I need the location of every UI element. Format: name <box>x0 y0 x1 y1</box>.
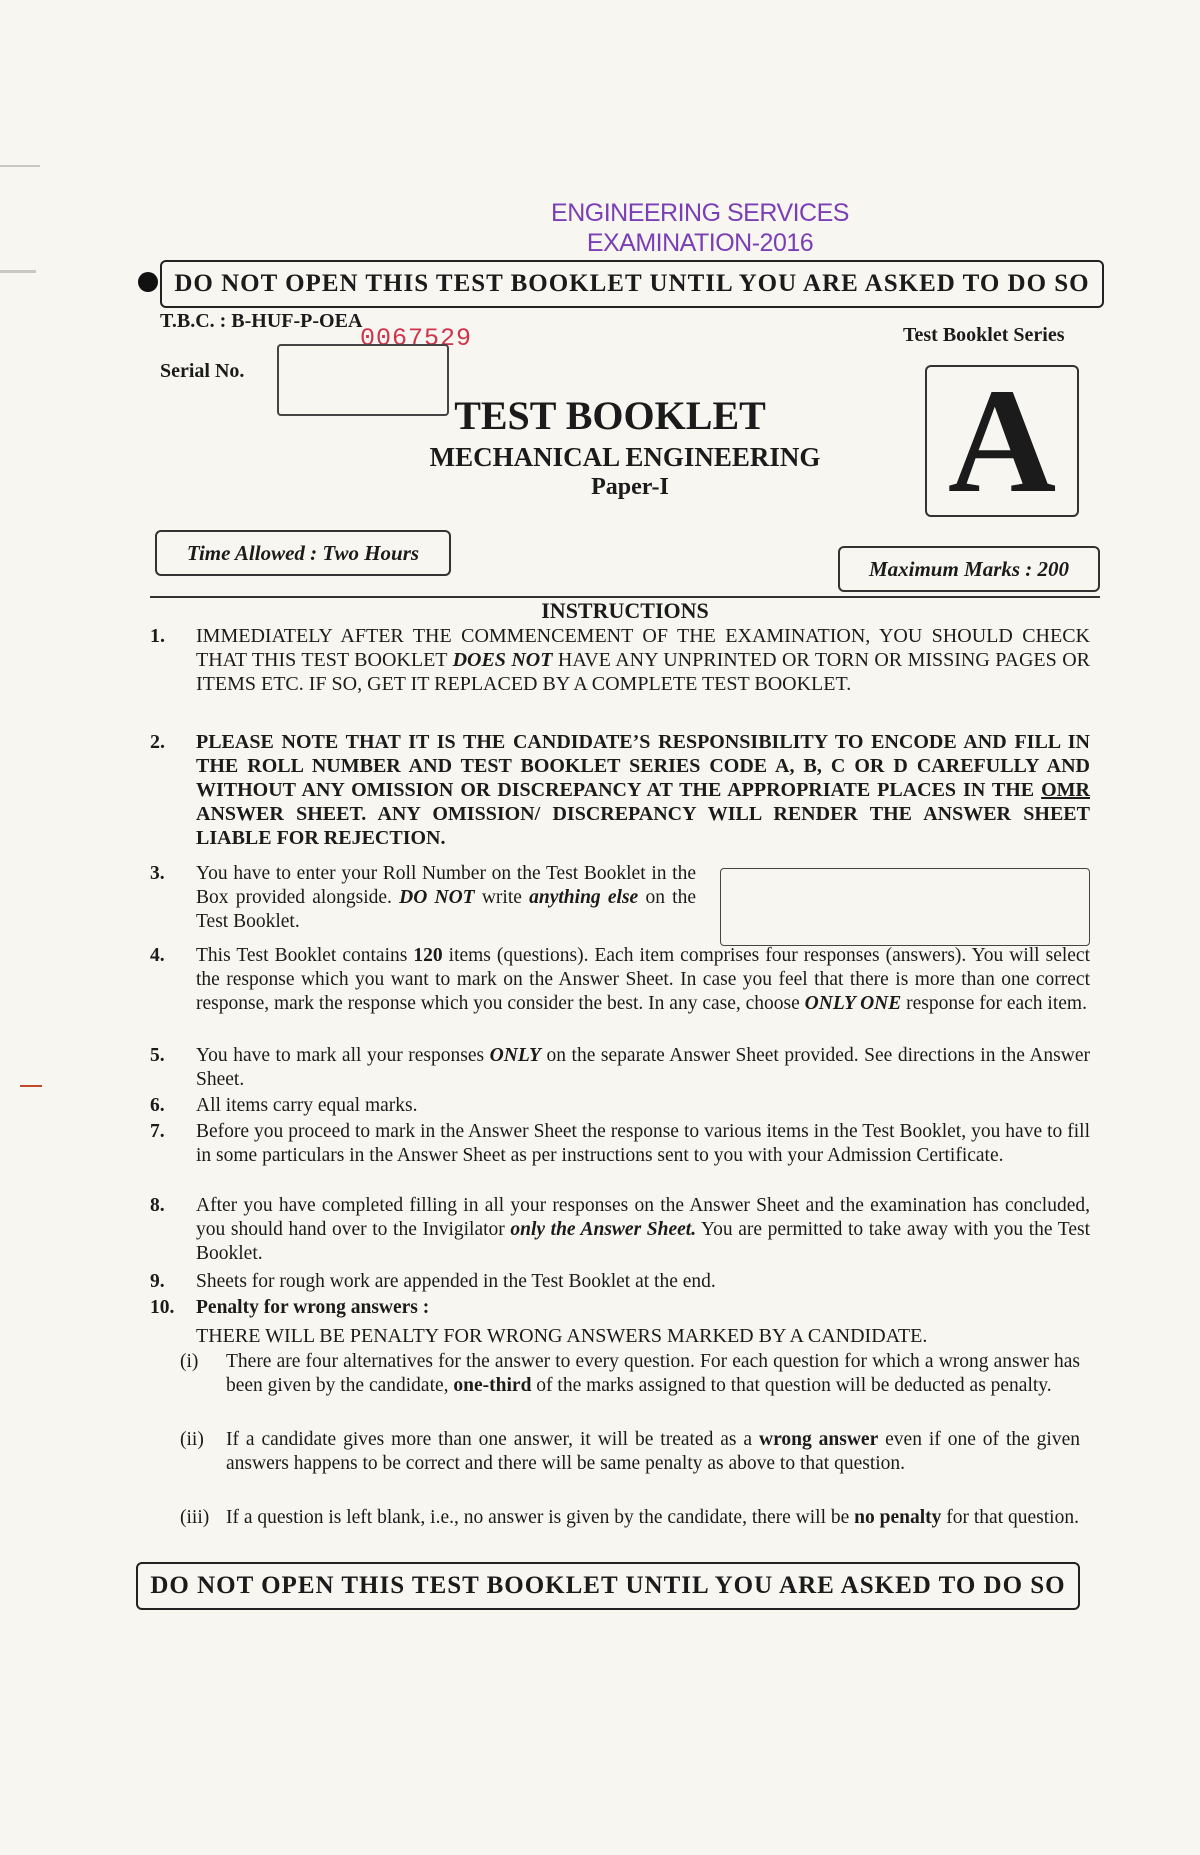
item-text: This Test Booklet contains <box>196 945 414 966</box>
scan-edge-mark <box>20 1085 42 1087</box>
penalty-statement: THERE WILL BE PENALTY FOR WRONG ANSWERS MARKED BY A CANDIDATE. <box>196 1325 928 1347</box>
instruction-item-2 <box>150 730 1090 850</box>
item-number: 3. <box>150 863 165 884</box>
sub-item-label: (iii) <box>180 1507 210 1528</box>
item-text: on the separate Answer Sheet provided. See directions in the Answer Sheet. <box>196 1045 1090 1090</box>
instruction-item-10 <box>150 1296 1090 1348</box>
tbc-code: T.B.C. : B-HUF-P-OEA <box>160 310 363 332</box>
item-text: response for each item. <box>901 993 1087 1014</box>
item-number: 1. <box>150 625 165 647</box>
instruction-item-8 <box>150 1194 1090 1266</box>
instruction-item-5 <box>150 1044 1090 1092</box>
instruction-item-6 <box>150 1094 1090 1118</box>
item-emphasis: 120 <box>413 945 443 966</box>
penalty-rule-1 <box>180 1350 1080 1398</box>
bullet-icon <box>138 272 158 292</box>
item-text: After you have completed filling in all your responses on the Answer Sheet and the examination has concluded, you should hand over to the Invigilator <box>196 1195 1090 1240</box>
item-text: PLEASE NOTE THAT IT IS THE CANDIDATE’S RESPONSIBILITY TO ENCODE AND FILL IN THE ROLL NUMBER AND TEST BOOKLET SERIES CODE A, B, C OR D CAREFULLY AND WITHOUT ANY OMISSION OR DISCREPANCY AT THE APPROPRIATE PLACES IN THE <box>196 731 1090 801</box>
serial-number-box <box>277 344 449 416</box>
penalty-rule-2 <box>180 1428 1080 1476</box>
roll-number-box <box>720 868 1090 946</box>
item-text: You are permitted to take away with you the Test Booklet. <box>196 1219 1090 1264</box>
serial-label: Serial No. <box>160 360 245 382</box>
scan-edge-mark <box>0 165 40 167</box>
item-emphasis: wrong answer <box>759 1429 879 1450</box>
instruction-item-1 <box>150 624 1090 696</box>
item-number: 5. <box>150 1045 165 1066</box>
item-number: 6. <box>150 1095 165 1116</box>
maximum-marks: Maximum Marks : 200 <box>838 546 1100 592</box>
item-text: HAVE ANY UNPRINTED OR TORN OR MISSING PAGES OR ITEMS ETC. IF SO, GET IT REPLACED BY A COMPLETE TEST BOOKLET. <box>196 649 1090 695</box>
item-text: items (questions). Each item comprises four responses (answers). You will select the response which you want to mark on the Answer Sheet. In case you feel that there is more than one correct response, mark the response which you consider the best. In any case, choose <box>196 945 1090 1014</box>
item-emphasis: DO NOT <box>399 887 475 908</box>
item-text: There are four alternatives for the answer to every question. For each question for which a wrong answer has been given by the candidate, <box>226 1351 1080 1396</box>
item-text: Before you proceed to mark in the Answer Sheet the response to various items in the Test Booklet, you have to fill in some particulars in the Answer Sheet as per instructions sent to you with your Admission Certificate. <box>196 1121 1090 1166</box>
top-warning-banner: DO NOT OPEN THIS TEST BOOKLET UNTIL YOU ARE ASKED TO DO SO <box>160 260 1104 308</box>
exam-stamp-line2: EXAMINATION-2016 <box>586 229 814 257</box>
item-text: If a question is left blank, i.e., no answer is given by the candidate, there will be <box>226 1507 855 1528</box>
scan-edge-mark <box>0 270 36 273</box>
item-text: IMMEDIATELY AFTER THE COMMENCEMENT OF THE EXAMINATION, YOU SHOULD CHECK THAT THIS TEST BOOKLET <box>196 625 1090 671</box>
instruction-item-4 <box>150 944 1090 1016</box>
series-label: Test Booklet Series <box>903 324 1065 346</box>
item-number: 7. <box>150 1121 165 1142</box>
item-emphasis: no penalty <box>854 1507 942 1528</box>
item-text: even if one of the given answers happens to be correct and there will be same penalty as above to that question. <box>226 1429 1081 1474</box>
instruction-item-9 <box>150 1270 1090 1294</box>
sub-item-label: (i) <box>180 1351 199 1372</box>
item-text: You have to mark all your responses <box>196 1045 490 1066</box>
booklet-title: TEST BOOKLET <box>454 393 766 438</box>
item-emphasis: ONLY <box>489 1045 541 1066</box>
item-number: 8. <box>150 1195 165 1216</box>
item-emphasis: OMR <box>1041 779 1090 801</box>
item-number: 9. <box>150 1271 165 1292</box>
exam-stamp-line1: ENGINEERING SERVICES <box>551 199 849 227</box>
item-text: write <box>474 887 530 908</box>
item-emphasis: one-third <box>453 1375 532 1396</box>
item-text: All items carry equal marks. <box>196 1095 418 1116</box>
item-emphasis: only the Answer Sheet. <box>510 1219 697 1240</box>
item-text: for that question. <box>941 1507 1079 1528</box>
item-text: ANSWER SHEET. ANY OMISSION/ DISCREPANCY WILL RENDER THE ANSWER SHEET LIABLE FOR REJECTION. <box>196 803 1090 849</box>
item-text: on the Test Booklet. <box>196 887 696 932</box>
instruction-item-7 <box>150 1120 1090 1168</box>
instructions-heading: INSTRUCTIONS <box>541 598 709 623</box>
item-text: of the marks assigned to that question will be deducted as penalty. <box>531 1375 1052 1396</box>
item-text: If a candidate gives more than one answer, it will be treated as a <box>226 1429 759 1450</box>
subject-title: MECHANICAL ENGINEERING <box>429 442 821 472</box>
item-number: 4. <box>150 945 165 966</box>
item-emphasis: anything else <box>529 887 639 908</box>
time-allowed: Time Allowed : Two Hours <box>155 530 451 576</box>
item-emphasis: DOES NOT <box>452 649 553 671</box>
item-text: You have to enter your Roll Number on the Test Booklet in the Box provided alongside. <box>196 863 696 908</box>
serial-number: 0067529 <box>360 324 473 353</box>
paper-title: Paper-I <box>591 474 669 500</box>
sub-item-label: (ii) <box>180 1429 204 1450</box>
bottom-warning-banner: DO NOT OPEN THIS TEST BOOKLET UNTIL YOU ARE ASKED TO DO SO <box>136 1562 1080 1610</box>
item-number: 10. <box>150 1297 175 1318</box>
item-number: 2. <box>150 731 165 753</box>
item-emphasis: ONLY ONE <box>804 993 902 1014</box>
item-text: Sheets for rough work are appended in the Test Booklet at the end. <box>196 1271 716 1292</box>
penalty-rule-3 <box>180 1506 1080 1530</box>
penalty-heading: Penalty for wrong answers : <box>196 1297 430 1318</box>
series-letter-box: A <box>925 365 1079 517</box>
